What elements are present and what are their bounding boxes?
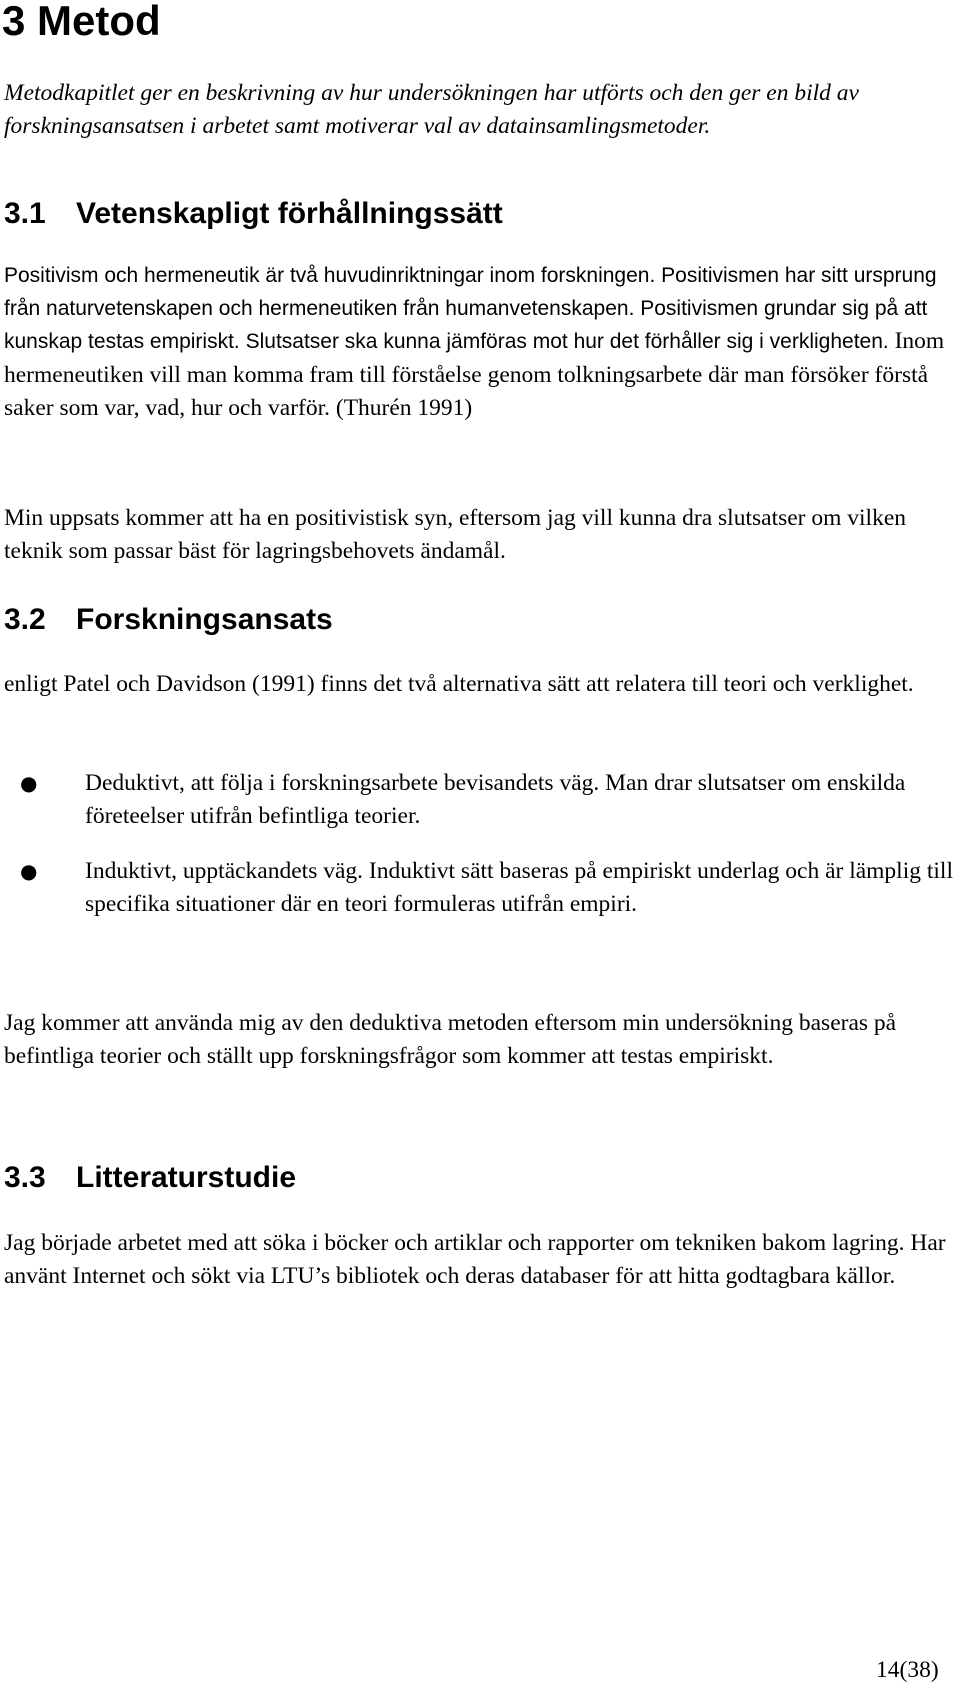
paragraph-sans-text: Positivism och hermeneutik är två huvudinriktningar inom forskningen. Positivismen har sitt ursprung från naturvetenskapen och hermeneutiken från humanvetenskapen. Positivismen grundar sig på att kunskap testas empiriskt. Slutsatser ska kunna jämföras mot hur det förhåller sig i verkligheten. bbox=[4, 264, 937, 353]
section-number: 3.3 bbox=[4, 1161, 46, 1194]
paragraph-serif-text: Inom hermeneutiken vill man komma fram till förståelse genom tolkningsarbete där man försöker förstå saker som var, vad, hur och varför. (Thurén 1991) bbox=[4, 328, 945, 421]
chapter-intro: Metodkapitlet ger en beskrivning av hur undersökningen har utförts och den ger en bild av forskningsansatsen i arbetet samt motiverar val av datainsamlingsmetoder. bbox=[4, 80, 859, 139]
section-number: 3.1 bbox=[4, 197, 46, 230]
section-heading-3-3 bbox=[4, 1161, 296, 1195]
section-heading-3-1 bbox=[4, 197, 503, 231]
chapter-title: 3 Metod bbox=[2, 0, 161, 44]
section-3-1-paragraph-2: Min uppsats kommer att ha en positivistisk syn, eftersom jag vill kunna dra slutsatser om vilken teknik som passar bäst för lagringsbehovets ändamål. bbox=[4, 505, 907, 564]
section-title: Forskningsansats bbox=[76, 603, 333, 636]
section-heading-3-2 bbox=[4, 603, 333, 637]
section-3-1-paragraph-1 bbox=[4, 260, 949, 426]
section-3-2-paragraph-1: enligt Patel och Davidson (1991) finns det två alternativa sätt att relatera till teori och verklighet. bbox=[4, 671, 914, 697]
section-title: Vetenskapligt förhållningssätt bbox=[76, 197, 503, 230]
bullet-dot-icon: ● bbox=[20, 859, 38, 883]
bullet-dot-icon: ● bbox=[20, 771, 38, 795]
section-3-3-paragraph-1: Jag började arbetet med att söka i böcker och artiklar och rapporter om tekniken bakom lagring. Har använt Internet och sökt via LTU’s bibliotek och deras databaser för att hitta godtagbara källor. bbox=[4, 1230, 946, 1289]
section-3-2-paragraph-2: Jag kommer att använda mig av den deduktiva metoden eftersom min undersökning baseras på befintliga teorier och ställt upp forskningsfrågor som kommer att testas empiriskt. bbox=[4, 1010, 897, 1069]
list-item-inductive: Induktivt, upptäckandets väg. Induktivt sätt baseras på empiriskt underlag och är lämplig till specifika situationer där en teori formuleras utifrån empiri. bbox=[85, 858, 953, 917]
list-item-deductive: Deduktivt, att följa i forskningsarbete bevisandets väg. Man drar slutsatser om enskilda företeelser utifrån befintliga teorier. bbox=[85, 770, 906, 829]
section-number: 3.2 bbox=[4, 603, 46, 636]
page-number: 14(38) bbox=[876, 1657, 939, 1683]
section-title: Litteraturstudie bbox=[76, 1161, 297, 1194]
